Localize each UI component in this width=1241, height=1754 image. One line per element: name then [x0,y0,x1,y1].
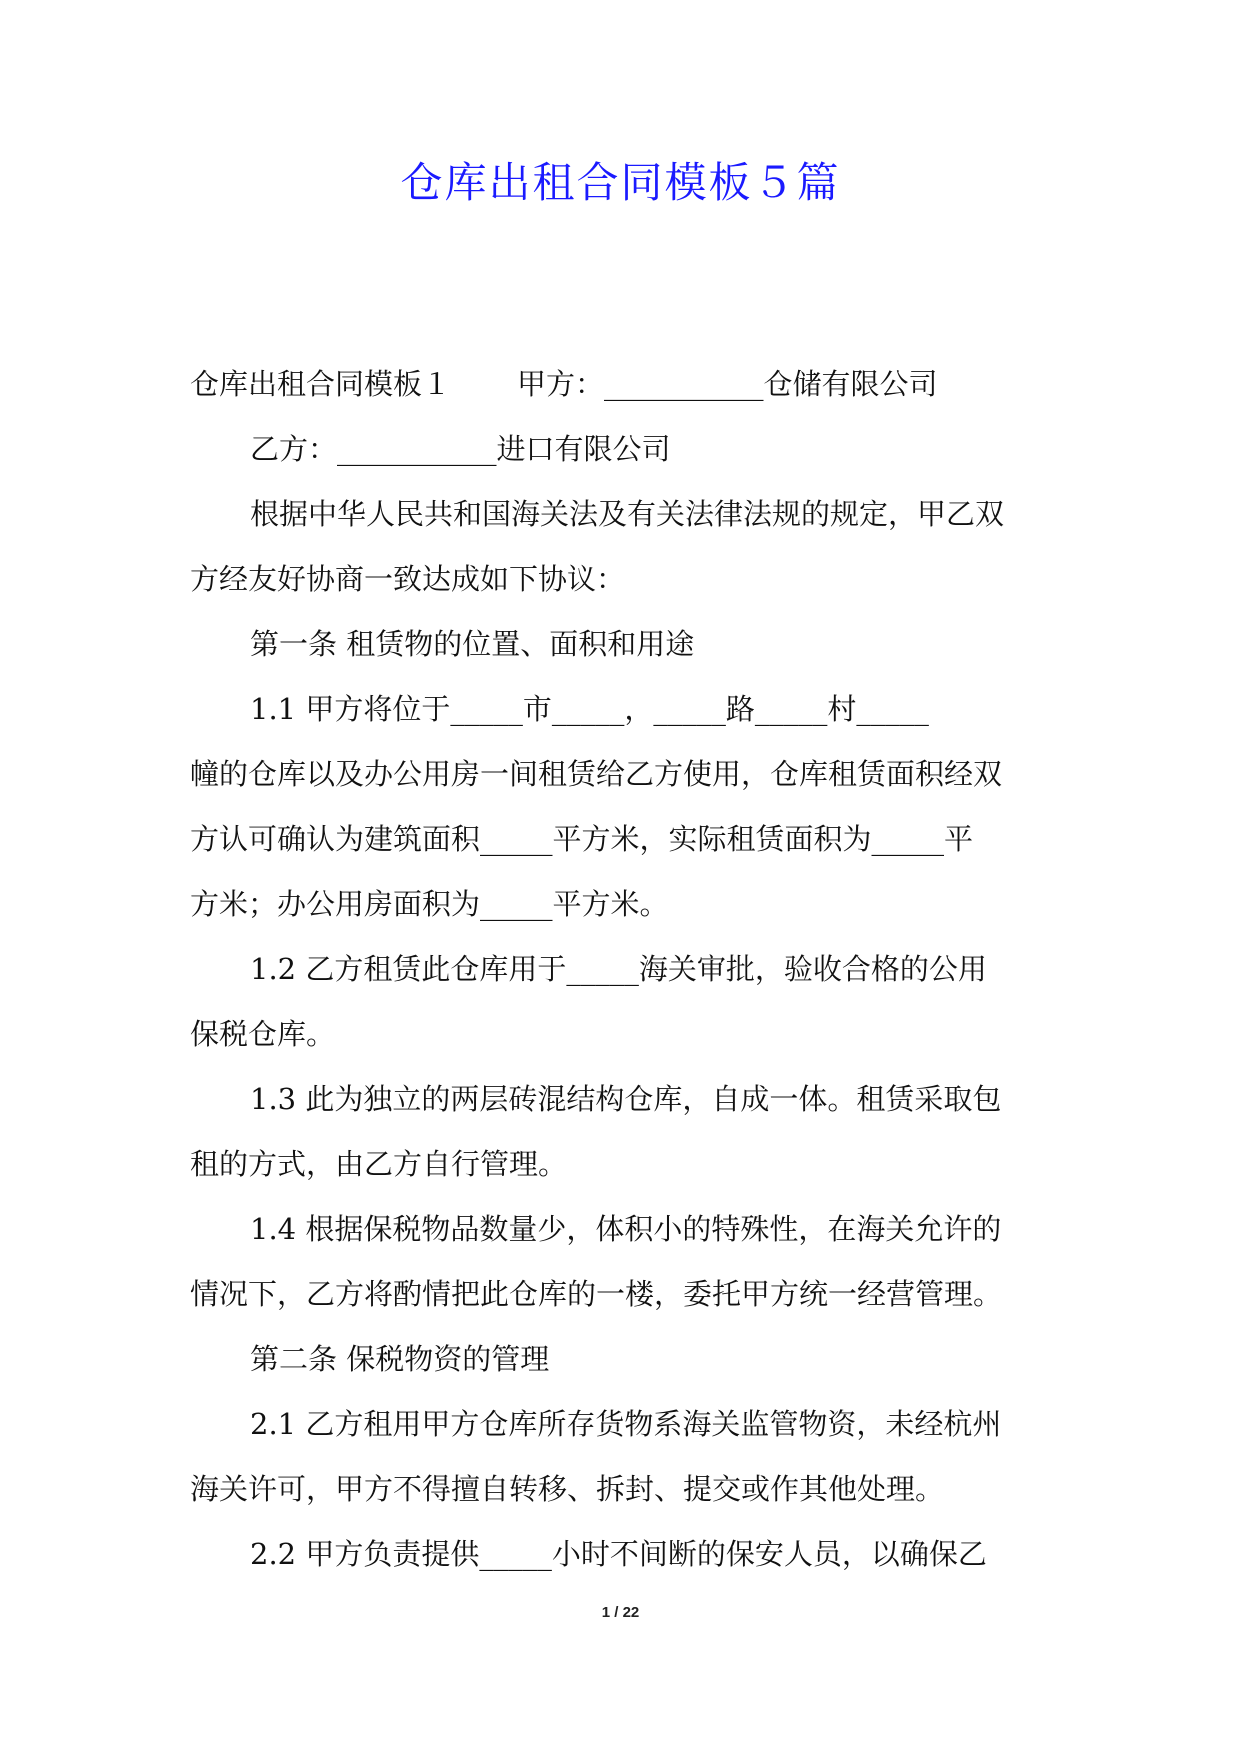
text-line: 1.2 乙方租赁此仓库用于_____海关审批，验收合格的公用 [250,952,987,986]
page-number: 1 / 22 [601,1604,640,1621]
text-line: 1.1 甲方将位于_____市_____，_____路_____村_____ [250,692,929,726]
text-line: 方认可确认为建筑面积_____平方米，实际租赁面积为_____平 [190,822,974,856]
text-line: 保税仓库。 [190,1017,336,1051]
text-line: 2.1 乙方租用甲方仓库所存货物系海关监管物资，未经杭州 [250,1407,1002,1441]
paragraph-text: 仓库出租合同模板１ [190,367,452,401]
document-body [190,352,1052,1587]
party-a-text: 甲方：___________仓储有限公司 [517,367,938,401]
section-heading: 第二条 保税物资的管理 [250,1342,550,1376]
text-line: 租的方式，由乙方自行管理。 [190,1147,568,1181]
text-line: 1.3 此为独立的两层砖混结构仓库，自成一体。租赁采取包 [250,1082,1002,1116]
text-line: 幢的仓库以及办公用房一间租赁给乙方使用，仓库租赁面积经双 [190,757,1003,791]
text-line: 方经友好协商一致达成如下协议： [190,562,626,596]
text-line [190,352,1052,417]
document-title: 仓库出租合同模板５篇 [400,158,841,207]
text-line: 情况下，乙方将酌情把此仓库的一楼，委托甲方统一经营管理。 [190,1277,1003,1311]
text-line: 海关许可，甲方不得擅自转移、拆封、提交或作其他处理。 [190,1472,945,1506]
section-heading: 第一条 租赁物的位置、面积和用途 [250,627,695,661]
text-line: 根据中华人民共和国海关法及有关法律法规的规定，甲乙双 [250,497,1005,531]
text-line: 1.4 根据保税物品数量少，体积小的特殊性，在海关允许的 [250,1212,1002,1246]
text-line: 方米；办公用房面积为_____平方米。 [190,887,669,921]
text-line: 2.2 甲方负责提供_____小时不间断的保安人员，以确保乙 [250,1537,987,1571]
text-line: 乙方：___________进口有限公司 [250,432,671,466]
